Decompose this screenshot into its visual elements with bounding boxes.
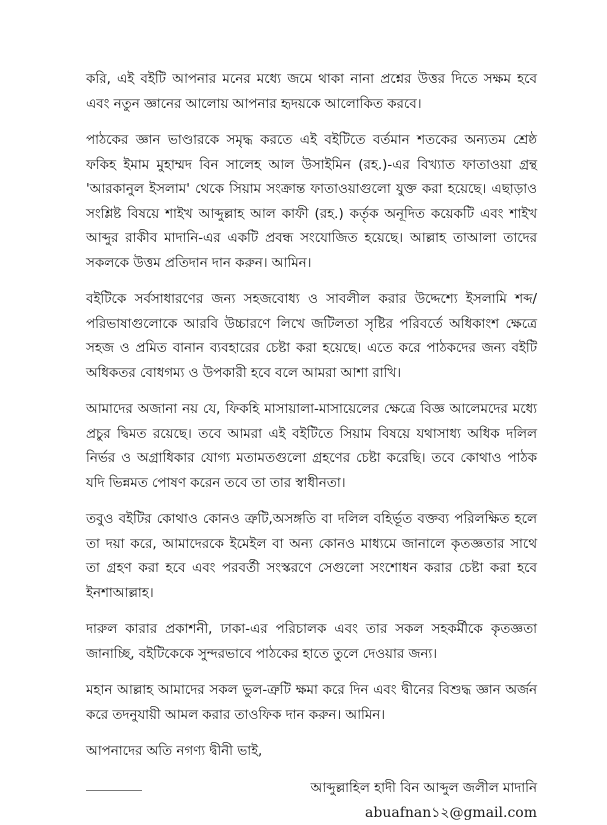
paragraph-intro-continuation: করি, এই বইটি আপনার মনের মধ্যে জমে থাকা নানা প্রশ্নের উত্তর দিতে সক্ষম হবে এবং নতুন জ্ঞানের আলোয় আপনার হৃদয়কে আলোকিত করবে। xyxy=(86,72,537,112)
paragraph-error-reporting: তবুও বইটির কোথাও কোনও ত্রুটি,অসঙ্গতি বা দলিল বহির্ভূত বক্তব্য পরিলক্ষিত হলে তা দয়া করে, আমাদেরকে ইমেইল বা অন্য কোনও মাধ্যমে জানালে কৃতজ্ঞতার সাথে তা গ্রহণ করা হবে এবং পরবর্তী সংস্করণে সেগুলো সংশোধন করার চেষ্টা করা হবে ইনশাআল্লাহ। xyxy=(86,512,537,601)
paragraph-scholarly-differences: আমাদের অজানা নয় যে, ফিকহি মাসায়ালা-মাসায়েলের ক্ষেত্রে বিজ্ঞ আলেমদের মধ্যে প্রচুর দ্বিমত রয়েছে। তবে আমরা এই বইটিতে সিয়াম বিষয়ে যথাসাধ্য অধিক দলিল নির্ভর ও অগ্রাধিকার যোগ্য মতামতগুলো গ্রহণের চেষ্টা করেছি। তবে কোথাও পাঠক যদি ভিন্নমত পোষণ করেন তবে তা তার স্বাধীনতা। xyxy=(86,402,537,491)
paragraph-language-approach: বইটিকে সর্বসাধারণের জন্য সহজবোধ্য ও সাবলীল করার উদ্দেশ্যে ইসলামি শব্দ/পরিভাষাগুলোকে আরবি উচ্চারণে লিখে জটিলতা সৃষ্টির পরিবর্তে অধিকাংশ ক্ষেত্রে সহজ ও প্রমিত বানান ব্যবহারের চেষ্টা করা হয়েছে। এতে করে পাঠকদের জন্য বইটি অধিকতর বোধগম্য ও উপকারী হবে বলে আমরা আশা রাখি। xyxy=(86,292,537,381)
paragraph-salutation: আপনাদের অতি নগণ্য দ্বীনী ভাই, xyxy=(86,744,263,759)
signature-email: abuafnan১২@gmail.com xyxy=(365,804,537,821)
signature-name: আব্দুল্লাহিল হাদী বিন আব্দুল জলীল মাদানি xyxy=(310,780,537,796)
paragraph-sources: পাঠকের জ্ঞান ভাণ্ডারকে সমৃদ্ধ করতে এই বইটিতে বর্তমান শতকের অন্যতম শ্রেষ্ঠ ফকিহ ইমাম মুহাম্মদ বিন সালেহ আল উসাইমিন (রহ.)-এর বিখ্যাত ফাতাওয়া গ্রন্থ 'আরকানুল ইসলাম' থেকে সিয়াম সংক্রান্ত ফাতাওয়াগুলো যুক্ত করা হয়েছে। এছাড়াও সংশ্লিষ্ট বিষয়ে শাইখ আব্দুল্লাহ আল কাফী (রহ.) কর্তৃক অনূদিত কয়েকটি এবং শাইখ আব্দুর রাকীব মাদানি-এর একটি প্রবন্ধ সংযোজিত হয়েছে। আল্লাহ তাআলা তাদের সকলকে উত্তম প্রতিদান দান করুন। আমিন। xyxy=(86,133,537,271)
paragraph-closing-dua: মহান আল্লাহ আমাদের সকল ভুল-ত্রুটি ক্ষমা করে দিন এবং দ্বীনের বিশুদ্ধ জ্ঞান অর্জন করে তদনুযায়ী আমল করার তাওফিক দান করুন। আমিন। xyxy=(86,683,537,723)
signature-block xyxy=(86,777,537,825)
footnote-divider xyxy=(86,790,142,791)
paragraph-publisher-thanks: দারুল কারার প্রকাশনী, ঢাকা-এর পরিচালক এবং তার সকল সহকর্মীকে কৃতজ্ঞতা জানাচ্ছি, বইটিকেকে সুন্দরভাবে পাঠকের হাতে তুলে দেওয়ার জন্য। xyxy=(86,622,537,662)
